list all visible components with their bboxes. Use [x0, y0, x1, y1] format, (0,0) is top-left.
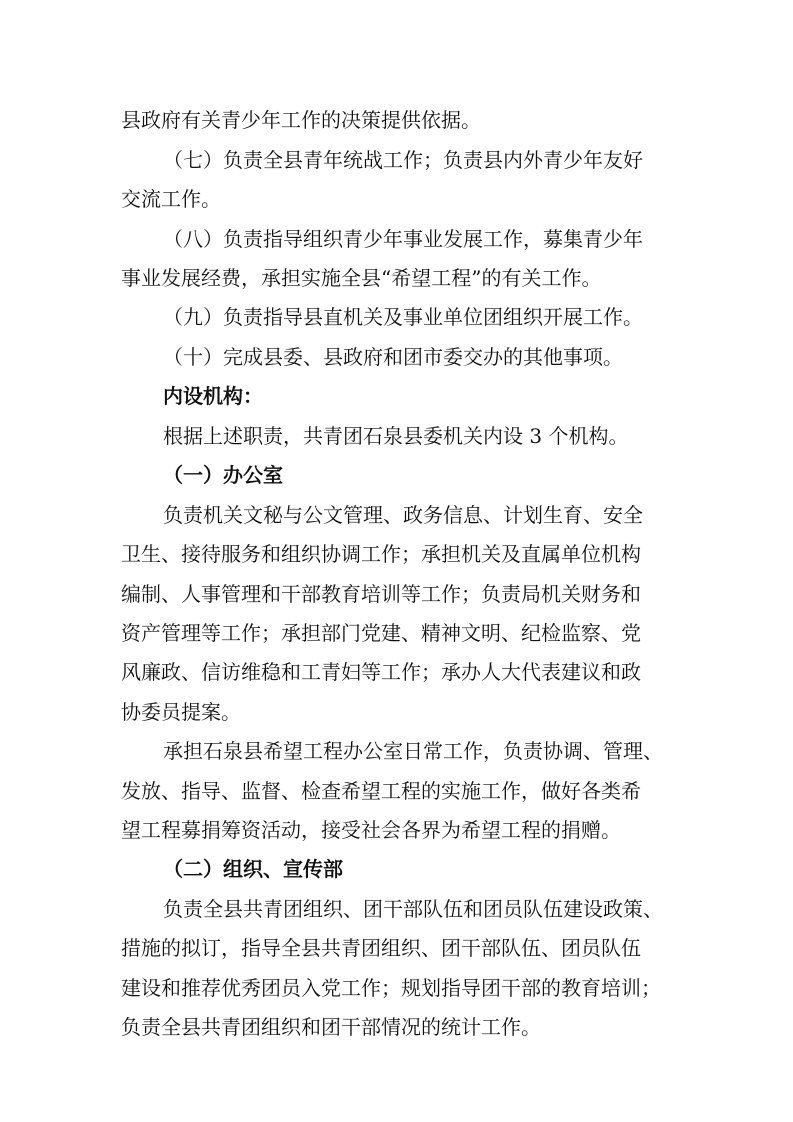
- clause-10-line: （十）完成县委、县政府和团市委交办的其他事项。: [163, 345, 623, 369]
- text-line: 卫生、接待服务和组织协调工作；承担机关及直属单位机构: [121, 542, 641, 566]
- section-heading-internal-structure: 内设机构：: [163, 384, 263, 408]
- text-line: 资产管理等工作；承担部门党建、精神文明、纪检监察、党: [121, 621, 641, 645]
- text-line: 负责全县共青团组织、团干部队伍和团员队伍建设政策、: [163, 897, 663, 921]
- text-line: 负责机关文秘与公文管理、政务信息、计划生育、安全: [163, 503, 643, 527]
- text-line: 发放、指导、监督、检查希望工程的实施工作，做好各类希: [121, 779, 641, 803]
- text-line: 措施的拟订，指导全县共青团组织、团干部队伍、团员队伍: [121, 936, 641, 960]
- text-line: 交流工作。: [121, 187, 221, 211]
- text-line: 协委员提案。: [121, 700, 241, 724]
- clause-8-line: （八）负责指导组织青少年事业发展工作，募集青少年: [163, 227, 643, 251]
- text-line: 建设和推荐优秀团员入党工作；规划指导团干部的教育培训；: [121, 976, 661, 1000]
- clause-9-line: （九）负责指导县直机关及事业单位团组织开展工作。: [163, 305, 643, 329]
- text-line: 事业发展经费，承担实施全县“希望工程”的有关工作。: [121, 266, 602, 290]
- text-line: 承担石泉县希望工程办公室日常工作，负责协调、管理、: [163, 739, 663, 763]
- subsection-heading-organization-publicity: （二）组织、宣传部: [163, 857, 343, 881]
- text-line: 编制、人事管理和干部教育培训等工作；负责局机关财务和: [121, 582, 641, 606]
- clause-7-line: （七）负责全县青年统战工作；负责县内外青少年友好: [163, 148, 643, 172]
- text-line: 负责全县共青团组织和团干部情况的统计工作。: [121, 1015, 541, 1039]
- text-line: 望工程募捐筹资活动，接受社会各界为希望工程的捐赠。: [121, 818, 621, 842]
- text-line: 县政府有关青少年工作的决策提供依据。: [121, 108, 481, 132]
- text-line: 风廉政、信访维稳和工青妇等工作；承办人大代表建议和政: [121, 660, 641, 684]
- subsection-heading-office: （一）办公室: [163, 463, 283, 487]
- text-line: 根据上述职责，共青团石泉县委机关内设 3 个机构。: [163, 424, 629, 448]
